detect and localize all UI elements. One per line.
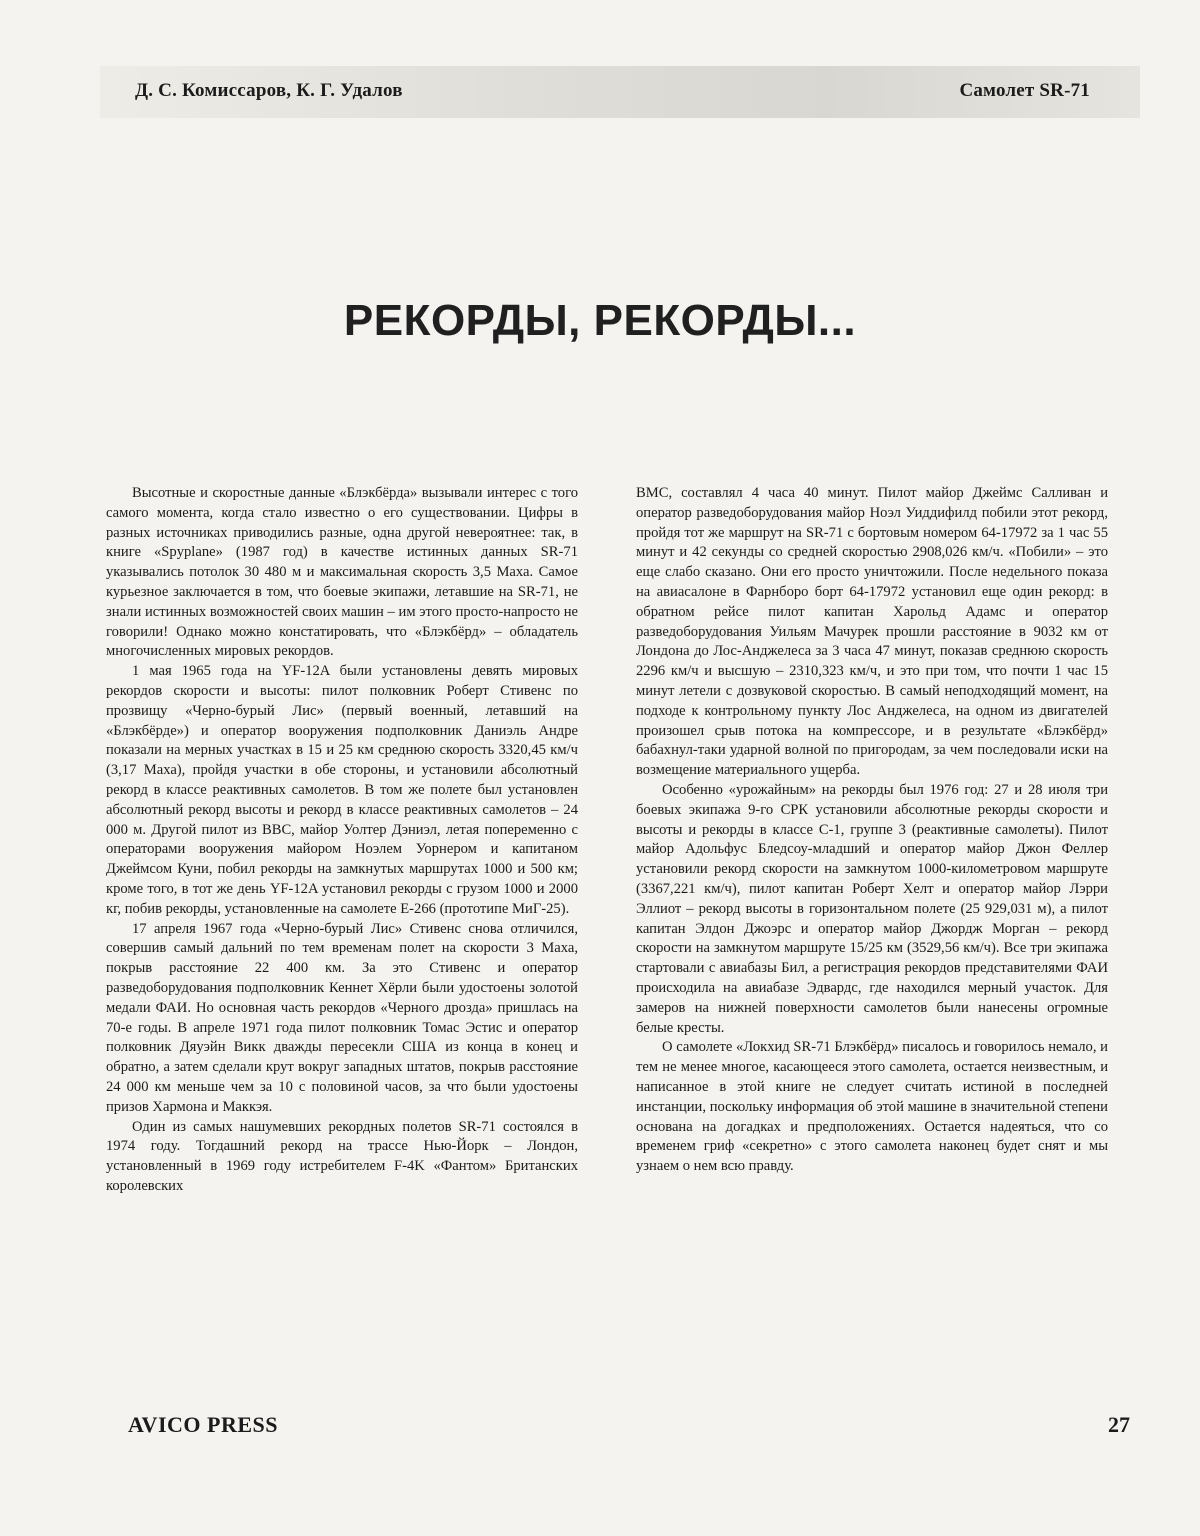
page-number: 27 <box>1108 1412 1130 1437</box>
text-column-right <box>636 484 1108 1177</box>
running-head-authors: Д. С. Комиссаров, К. Г. Удалов <box>135 80 403 101</box>
paragraph: Особенно «урожайным» на рекорды был 1976 год: 27 и 28 июля три боевых экипажа 9-го СРК установили абсолютные рекорды скорости и высоты и рекорды в классе С-1, группе 3 (реактивные самолеты). Пилот майор Адольфус Бледсоу-младший и оператор майор Джон Феллер установили рекорд скорости на замкнутом 1000-километровом маршруте (3367,221 км/ч), пилот капитан Роберт Хелт и оператор майор Лэрри Эллиот – рекорд высоты в горизонтальном полете (25 929,031 м), а пилот капитан Элдон Джоэрс и оператор майор Джордж Морган – рекорд скорости на замкнутом маршруте 15/25 км (3529,56 км/ч). Все три экипажа стартовали с авиабазы Бил, а регистрация рекордов представителями ФАИ происходила на авиабазе Эдвардс, где находился мерный участок. Для замеров на нижней поверхности самолетов были нанесены огромные белые кресты. <box>636 781 1108 1036</box>
paragraph: ВМС, составлял 4 часа 40 минут. Пилот майор Джеймс Салливан и оператор разведоборудования майор Ноэл Уиддифилд побили этот рекорд, пройдя тот же маршрут на SR-71 с бортовым номером 64-17972 за 1 час 55 минут и 42 секунды со средней скоростью 2908,026 км/ч. «Побили» – это еще слабо сказано. Они его просто уничтожили. После недельного показа на авиасалоне в Фарнборо борт 64-17972 установил еще один рекорд: в обратном рейсе пилот капитан Харольд Адамс и оператор разведоборудования Уильям Мачурек прошли расстояние в 9032 км от Лондона до Лос-Анджелеса за 3 часа 47 минут, показав среднюю скорость 2296 км/ч и высшую – 2310,323 км/ч, и это при том, что почти 1 час 15 минут летели с дозвуковой скоростью. В самый неподходящий момент, на подходе к контрольному пункту Лос Анджелеса, на одном из двигателей произошел срыв потока на компрессоре, и в результате «Блэкбёрд» бабахнул-таки ударной волной по пригородам, за чем последовали иски на возмещение материального ущерба. <box>636 485 1108 779</box>
footer-publisher: AVICO PRESS <box>128 1412 278 1437</box>
paragraph: О самолете «Локхид SR-71 Блэкбёрд» писалось и говорилось немало, и тем не менее многое, касающееся этого самолета, остается неизвестным, и написанное в этой книге не следует считать истиной в последней инстанции, поскольку информация об этой машине в значительной степени основана на догадках и предположениях. Остается надеяться, что со временем гриф «секретно» с этого самолета наконец будет снят и мы узнаем о нем всю правду. <box>636 1039 1108 1175</box>
chapter-title: РЕКОРДЫ, РЕКОРДЫ... <box>343 296 857 345</box>
text-column-left <box>106 484 578 1197</box>
paragraph: Высотные и скоростные данные «Блэкбёрда» вызывали интерес с того самого момента, когда стало известно о его существовании. Цифры в разных источниках приводились разные, одна другой невероятнее: так, в книге «Spyplane» (1987 год) в качестве истинных данных SR-71 указывались потолок 30 480 м и максимальная скорость 3,5 Маха. Самое курьезное заключается в том, что боевые экипажи, летавшие на SR-71, не знали истинных возможностей своих машин – им этого просто-напросто не говорили! Однако можно констатировать, что «Блэкбёрд» – обладатель многочисленных мировых рекордов. <box>106 485 578 660</box>
paragraph: 1 мая 1965 года на YF-12A были установлены девять мировых рекордов скорости и высоты: пилот полковник Роберт Стивенс по прозвищу «Черно-бурый Лис» (первый военный, летавший на «Блэкбёрде») и оператор вооружения подполковник Даниэль Андре показали на мерных участках в 15 и 25 км среднюю скорость 3320,45 км/ч (3,17 Маха), пройдя участки в обе стороны, и установили абсолютный рекорд в классе реактивных самолетов. В том же полете был установлен абсолютный рекорд высоты и рекорд в классе реактивных самолетов – 24 000 м. Другой пилот из ВВС, майор Уолтер Дэниэл, летая попеременно с операторами вооружения майором Ноэлем Уорнером и капитаном Джеймсом Куни, побил рекорды на замкнутых маршрутах 1000 и 500 км; кроме того, в тот же день YF-12A установил рекорды с грузом 1000 и 2000 кг, побив рекорды, установленные на самолете Е-266 (прототипе МиГ-25). <box>106 663 578 917</box>
paragraph: Один из самых нашумевших рекордных полетов SR-71 состоялся в 1974 году. Тогдашний рекорд на трассе Нью-Йорк – Лондон, установленный в 1969 году истребителем F-4K «Фантом» Британских королевских <box>106 1118 578 1194</box>
running-head-book-title: Самолет SR-71 <box>959 80 1090 101</box>
paragraph: 17 апреля 1967 года «Черно-бурый Лис» Стивенс снова отличился, совершив самый дальний по тем временам полет на скорости 3 Маха, покрыв расстояние 22 400 км. За это Стивенс и оператор разведоборудования подполковник Кеннет Хёрли были удостоены золотой медали ФАИ. Но основная часть рекордов «Черного дрозда» пришлась на 70-е годы. В апреле 1971 года пилот полковник Томас Эстис и оператор полковник Дяуэйн Викк дважды пересекли США из конца в конец и обратно, а затем сделали крут вокруг западных штатов, покрыв расстояние 24 000 км меньше чем за 10 с половиной часов, за что были удостоены призов Хармона и Маккэя. <box>106 920 578 1115</box>
